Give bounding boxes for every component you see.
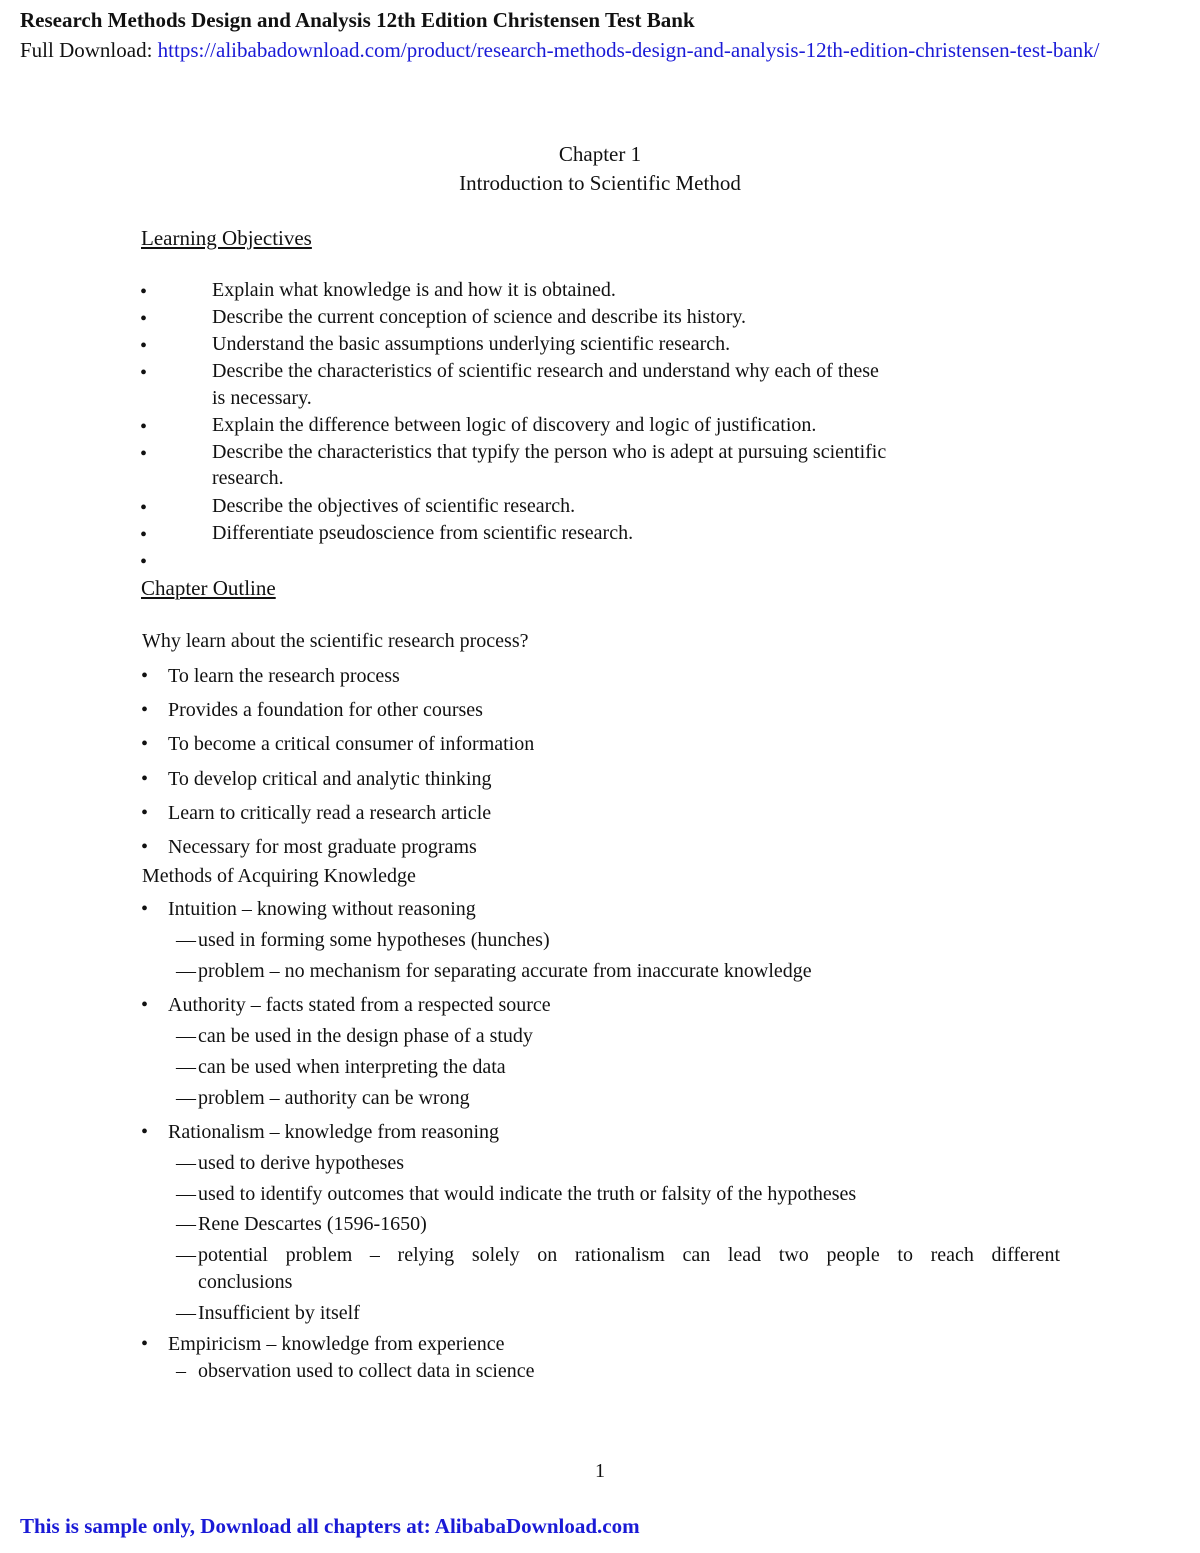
objective-item: Describe the objectives of scientific research. bbox=[212, 495, 576, 517]
objective-item: Differentiate pseudoscience from scientific research. bbox=[212, 522, 634, 544]
bullet: • bbox=[141, 898, 149, 920]
sub-dash: — bbox=[176, 1056, 196, 1078]
chapter-title: Introduction to Scientific Method bbox=[459, 171, 741, 195]
sub-item: potential problem – relying solely on rationalism can lead two people to reach different bbox=[198, 1244, 1060, 1266]
page-number: 1 bbox=[595, 1460, 605, 1482]
bullet: • bbox=[141, 699, 149, 721]
bullet: • bbox=[140, 443, 148, 465]
sub-dash: — bbox=[176, 929, 196, 951]
sub-item: problem – authority can be wrong bbox=[198, 1087, 470, 1109]
objective-item: Explain the difference between logic of discovery and logic of justification. bbox=[212, 414, 817, 436]
methods-heading: Methods of Acquiring Knowledge bbox=[142, 865, 416, 887]
learning-objectives-heading: Learning Objectives bbox=[141, 226, 312, 250]
chapter-number: Chapter 1 bbox=[558, 142, 642, 166]
chapter-outline-heading: Chapter Outline bbox=[141, 576, 276, 600]
sub-item: used to derive hypotheses bbox=[198, 1152, 405, 1174]
sub-dash: — bbox=[176, 1183, 196, 1205]
sub-item: Rene Descartes (1596-1650) bbox=[198, 1213, 427, 1235]
sub-item: used in forming some hypotheses (hunches) bbox=[198, 929, 550, 951]
bullet: • bbox=[141, 802, 149, 824]
bullet: • bbox=[140, 308, 148, 330]
bullet: • bbox=[141, 1333, 149, 1355]
bullet: • bbox=[140, 524, 148, 546]
download-label: Full Download: bbox=[20, 38, 158, 62]
objective-item: Describe the characteristics that typify the person who is adept at pursuing scientific bbox=[212, 441, 887, 463]
bullet: • bbox=[141, 768, 149, 790]
why-item: Necessary for most graduate programs bbox=[168, 836, 477, 858]
download-link[interactable]: https://alibabadownload.com/product/research-methods-design-and-analysis-12th-edition-christensen-test-bank/ bbox=[157, 38, 1100, 62]
why-item: To develop critical and analytic thinking bbox=[168, 768, 492, 790]
sub-dash: — bbox=[176, 1213, 196, 1235]
bullet: • bbox=[140, 335, 148, 357]
bullet: • bbox=[140, 362, 148, 384]
sub-dash: — bbox=[176, 1302, 196, 1324]
sub-item: can be used when interpreting the data bbox=[198, 1056, 506, 1078]
objective-item: Describe the characteristics of scientific research and understand why each of these bbox=[212, 360, 879, 382]
objective-item-continued: research. bbox=[212, 467, 284, 489]
sub-item: can be used in the design phase of a study bbox=[198, 1025, 533, 1047]
objective-item: Explain what knowledge is and how it is obtained. bbox=[212, 279, 616, 301]
sub-dash: — bbox=[176, 960, 196, 982]
objective-item-continued: is necessary. bbox=[212, 387, 312, 409]
method-intuition: Intuition – knowing without reasoning bbox=[168, 898, 476, 920]
bullet: • bbox=[141, 733, 149, 755]
why-item: To become a critical consumer of information bbox=[168, 733, 535, 755]
sub-dash: — bbox=[176, 1025, 196, 1047]
method-authority: Authority – facts stated from a respected source bbox=[168, 994, 551, 1016]
why-item: Provides a foundation for other courses bbox=[168, 699, 483, 721]
bullet: • bbox=[140, 416, 148, 438]
download-line bbox=[20, 38, 1099, 63]
bullet: • bbox=[141, 836, 149, 858]
sub-item: Insufficient by itself bbox=[198, 1302, 360, 1324]
method-rationalism: Rationalism – knowledge from reasoning bbox=[168, 1121, 500, 1143]
empty-bullet: • bbox=[140, 551, 148, 573]
sub-dash: — bbox=[176, 1244, 196, 1266]
bullet: • bbox=[140, 281, 148, 303]
bullet: • bbox=[141, 665, 149, 687]
sub-item: problem – no mechanism for separating accurate from inaccurate knowledge bbox=[198, 960, 812, 982]
why-item: To learn the research process bbox=[168, 665, 400, 687]
sub-item: observation used to collect data in science bbox=[198, 1360, 535, 1382]
sub-item: used to identify outcomes that would indicate the truth or falsity of the hypotheses bbox=[198, 1183, 857, 1205]
method-empiricism: Empiricism – knowledge from experience bbox=[168, 1333, 505, 1355]
sub-item-continued: conclusions bbox=[198, 1271, 293, 1293]
objective-item: Describe the current conception of science and describe its history. bbox=[212, 306, 747, 328]
bullet: • bbox=[141, 994, 149, 1016]
why-question: Why learn about the scientific research process? bbox=[142, 630, 529, 652]
sub-dash: – bbox=[176, 1360, 186, 1382]
sub-dash: — bbox=[176, 1152, 196, 1174]
document-title: Research Methods Design and Analysis 12th Edition Christensen Test Bank bbox=[20, 8, 695, 32]
footer-promo[interactable]: This is sample only, Download all chapters at: AlibabaDownload.com bbox=[20, 1514, 640, 1538]
bullet: • bbox=[141, 1121, 149, 1143]
bullet: • bbox=[140, 497, 148, 519]
sub-dash: — bbox=[176, 1087, 196, 1109]
why-item: Learn to critically read a research article bbox=[168, 802, 492, 824]
objective-item: Understand the basic assumptions underlying scientific research. bbox=[212, 333, 731, 355]
